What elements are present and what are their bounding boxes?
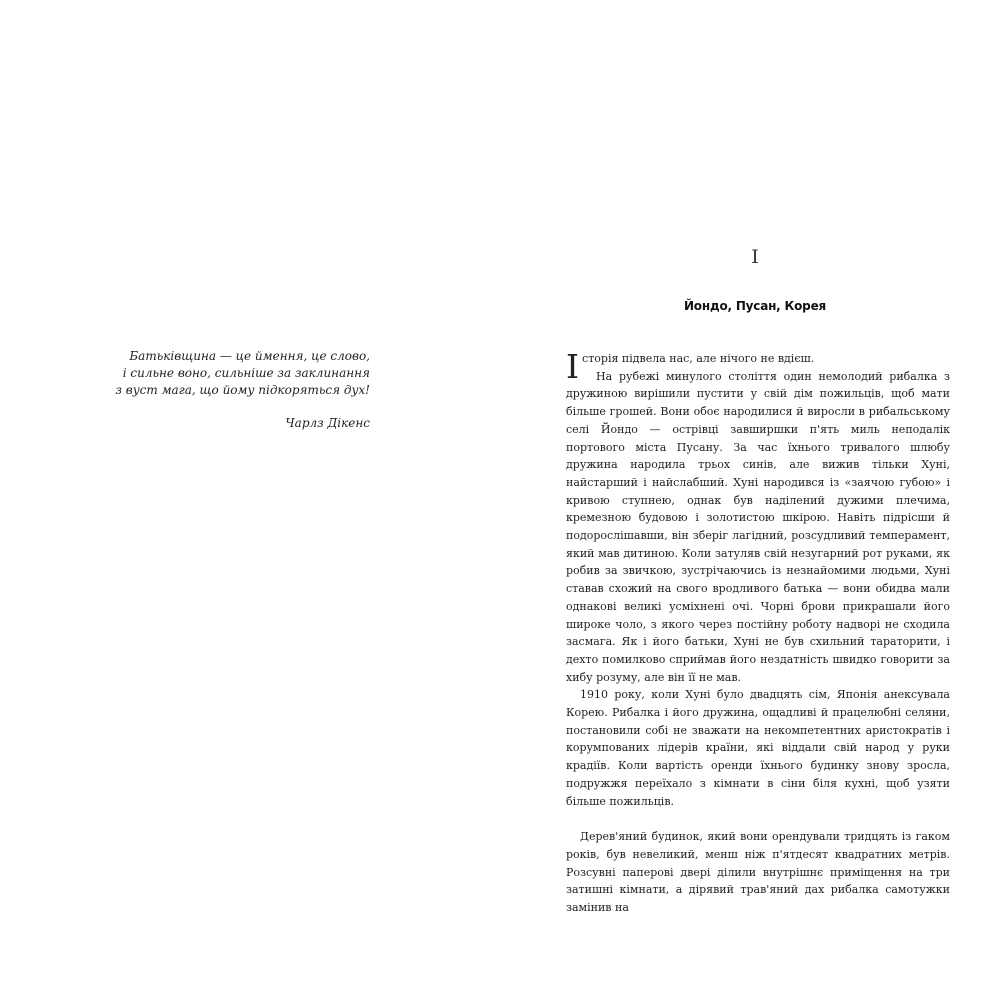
opening-line: сторія підвела нас, але нічого не вдієш.	[582, 352, 815, 365]
body-paragraph: На рубежі минулого століття один немолодий рибалка з дружиною вирішили пустити у свій дім пожильців, щоб мати більше грошей. Вони обоє народилися й виросли в рибальському селі Йондо — острівці завширшки п'ять миль неподалік портового міста Пусану. За час їхнього тривалого шлюбу дружина народила трьох синів, але вижив тільки Хуні, найстарший і найслабший. Хуні народився із «заячою губою» і кривою ступнею, однак був наділений дужими плечима, кремезною будовою і золотистою шкірою. Навіть підрісши й подорослішавши, він зберіг лагідний, розсудливий темперамент, який мав дитиною. Коли затуляв свій незугарний рот руками, як робив за звичкою, зустрічаючись із незнайомими людьми, Хуні ставав схожий на свого вродливого батька — вони обидва мали однакові великі усміхнені очі. Чорні брови прикрашали його широке чоло, з якого через постійну роботу надворі не сходила засмага. Як і його батьки, Хуні не був схильний тараторити, і дехто помилково сприймав його нездатність швидко говорити за хибу розуму, але він її не мав.	[566, 369, 950, 684]
body-paragraph-opening	[566, 347, 950, 386]
chapter-title: Йондо, Пусан, Корея	[683, 299, 827, 313]
epigraph-quote: Батьківщина — це ймення, це слово, і сильне воно, сильніше за заклинання з вуст мага, що йому підкоряться дух!	[115, 349, 370, 397]
epigraph-author: Чарлз Дікенс	[285, 416, 370, 430]
body-paragraph: 1910 року, коли Хуні було двадцять сім, Японія анексувала Корею. Рибалка і його дружина, ощадливі й працелюбні селяни, постановили собі не зважати на некомпетентних аристократів і корумпованих лідерів країни, які віддали свій народ у руки крадіїв. Коли вартість оренди їхнього будинку знову зросла, подружжя переїхало з кімнати в сіни біля кухні, щоб узяти більше пожильців.	[566, 688, 950, 808]
part-number: I	[751, 246, 759, 268]
drop-cap: І	[566, 347, 580, 386]
chapter-body	[566, 347, 950, 917]
body-paragraph: Дерев'яний будинок, який вони орендували тридцять із гаком років, був невеликий, менш ніж п'ятдесят квадратних метрів. Розсувні паперові двері ділили внутрішнє приміщення на три затишні кімнати, а дірявий трав'яний дах рибалка самотужки замінив на	[566, 830, 950, 915]
section-break	[566, 810, 950, 828]
